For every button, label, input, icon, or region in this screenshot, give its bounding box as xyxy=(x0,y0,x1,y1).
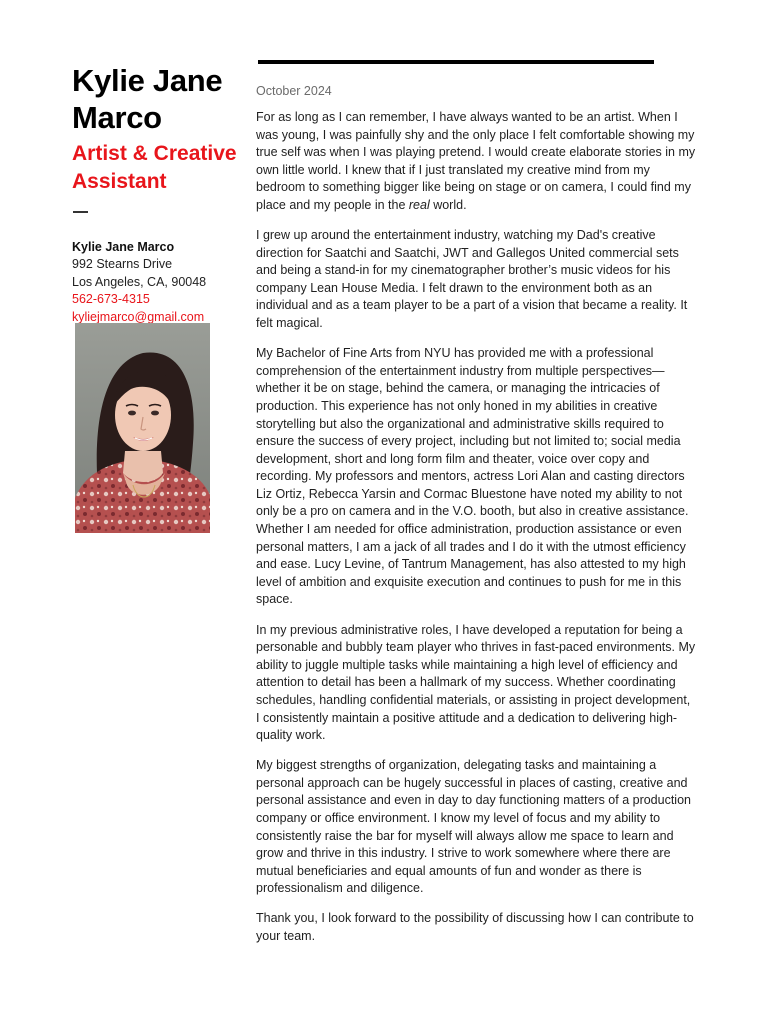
contact-name: Kylie Jane Marco xyxy=(72,239,175,254)
applicant-name xyxy=(72,62,240,136)
paragraph-1-end: world. xyxy=(429,197,467,212)
paragraph-5: My biggest strengths of organization, delegating tasks and maintaining a personal approach can be hugely successful in places of casting, creative and personal assistance and even in day to day functioning matters of a production company or office environment. I know my level of focus and my ability to consistently raise the bar for myself will always allow me space to learn and grow and thrive in this industry. I strive to work somewhere where there are mutual beneficiaries and equal amounts of fun and wonder as there is professionalism and diligence. xyxy=(256,758,691,896)
letter-date: October 2024 xyxy=(256,84,332,98)
role-line-2: Assistant xyxy=(72,170,167,193)
paragraph-1-italic: real xyxy=(408,197,430,212)
contact-phone[interactable]: 562-673-4315 xyxy=(72,292,150,306)
paragraph-3: My Bachelor of Fine Arts from NYU has provided me with a professional comprehension of the entertainment industry from multiple perspectives—whether it be on stage, behind the camera, or managing the intricacies of production. This experience has not only honed in my abilities in creative storytelling but also the organizational and administrative skills required to ensure the success of every project, including but not limited to; social media development, short and long form film and theater, voice over copy and recording. My professors and mentors, actress Lori Alan and casting directors Liz Ortiz, Rebecca Yarsin and Cormac Bluestone have noted my ability to not only be a pro on camera and in the V.O. booth, but also in creative assistance. Whether I am needed for office administration, production assistance or even personal matters, I am a jack of all trades and I do it with the utmost efficiency and ease. Lucy Levine, of Tantrum Management, has also attested to my high level of ambition and exquisite execution and continues to push for me in this space. xyxy=(256,346,689,607)
paragraph-1 xyxy=(256,109,696,215)
paragraph-6: Thank you, I look forward to the possibility of discussing how I can contribute to your team. xyxy=(256,911,694,944)
paragraph-1-start: For as long as I can remember, I have always wanted to be an artist. When I was young, I was painfully shy and the only place I felt comfortable showing my true self was when I was playing pretend. I would create elaborate stories in my own little world. I knew that if I just translated my creative mind from my bedroom to something bigger like being on stage or on camera, I could find my place and my people in the xyxy=(256,110,696,212)
portrait-illustration xyxy=(75,323,210,533)
contact-block xyxy=(72,239,240,327)
divider-dash xyxy=(73,211,88,213)
contact-city: Los Angeles, CA, 90048 xyxy=(72,274,207,289)
contact-street: 992 Stearns Drive xyxy=(72,257,173,271)
job-title xyxy=(72,140,240,196)
sidebar xyxy=(72,62,240,326)
paragraph-2: I grew up around the entertainment industry, watching my Dad's creative direction for Saatchi and Saatchi, JWT and Gallegos United commercial sets and being a stand-in for my cinematographer brother’s music videos for his company Lean House Media. I felt drawn to the environment both as an individual and as a team player to be a part of a vision that became a reality. It felt magical. xyxy=(256,228,688,331)
headshot-photo xyxy=(75,323,210,533)
name-line-1: Kylie Jane xyxy=(72,63,223,98)
role-line-1: Artist & Creative xyxy=(72,142,237,165)
paragraph-4: In my previous administrative roles, I have developed a reputation for being a personable and bubbly team player who thrives in fast-paced environments. My ability to juggle multiple tasks while maintaining a high level of efficiency and attention to detail has been a hallmark of my success. Whether coordinating schedules, handling confidential materials, or assisting in project development, I consistently maintain a positive attitude and a dedication to delivering high-quality work. xyxy=(256,622,696,743)
name-line-2: Marco xyxy=(72,100,162,135)
header-rule xyxy=(258,60,654,64)
letter xyxy=(256,60,696,958)
contact-email[interactable]: kyliejmarco@gmail.com xyxy=(72,309,205,324)
letter-body xyxy=(256,109,696,946)
